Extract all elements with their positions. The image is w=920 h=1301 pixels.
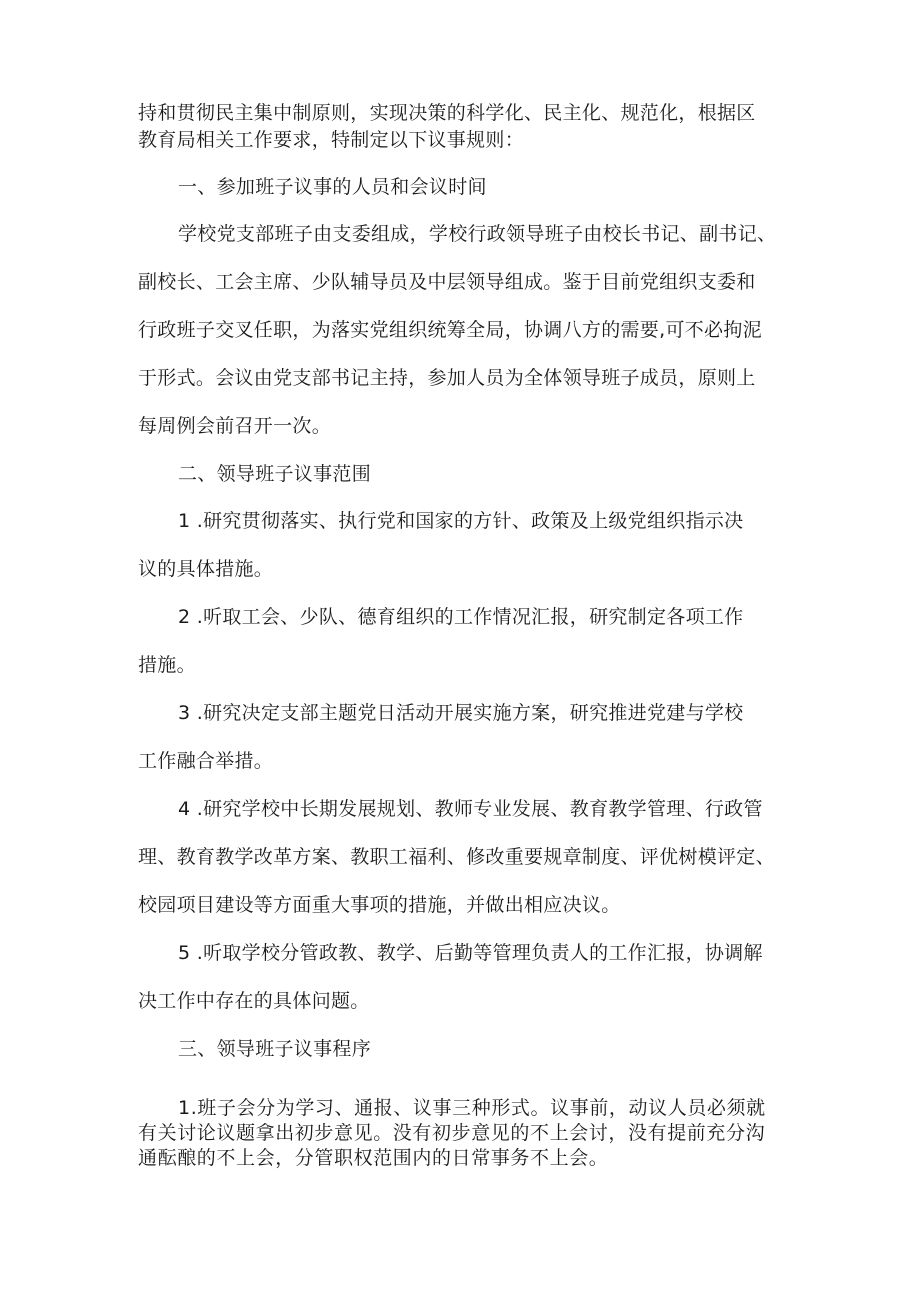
- list-item-line: 2 .听取工会、少队、德育组织的工作情况汇报，研究制定各项工作: [178, 606, 744, 628]
- paragraph-line: 学校党支部班子由支委组成，学校行政领导班子由校长书记、副书记、: [178, 223, 777, 245]
- list-item-line: 5 .听取学校分管政教、教学、后勤等管理负责人的工作汇报，协调解: [178, 942, 763, 964]
- list-item-line: 1.班子会分为学习、通报、议事三种形式。议事前，动议人员必须就: [178, 1097, 766, 1119]
- paragraph-line: 于形式。会议由党支部书记主持，参加人员为全体领导班子成员，原则上: [138, 367, 756, 389]
- list-item-line: 议的具体措施。: [138, 558, 274, 580]
- paragraph-line: 教育局相关工作要求，特制定以下议事规则：: [138, 129, 525, 151]
- paragraph-line: 持和贯彻民主集中制原则，实现决策的科学化、民主化、规范化，根据区: [138, 102, 756, 124]
- paragraph-line: 副校长、工会主席、少队辅导员及中层领导组成。鉴于目前党组织支委和: [138, 271, 756, 293]
- paragraph-line: 每周例会前召开一次。: [138, 415, 332, 437]
- list-item-line: 3 .研究决定支部主题党日活动开展实施方案，研究推进党建与学校: [178, 702, 744, 724]
- list-item-line: 理、教育教学改革方案、教职工福利、修改重要规章制度、评优树模评定、: [138, 846, 775, 868]
- section-heading: 三、领导班子议事程序: [178, 1038, 372, 1060]
- list-item-line: 校园项目建设等方面重大事项的措施，并做出相应决议。: [138, 894, 621, 916]
- list-item-line: 工作融合举措。: [138, 750, 274, 772]
- list-item-line: 4 .研究学校中长期发展规划、教师专业发展、教育教学管理、行政管: [178, 798, 763, 820]
- list-item-line: 决工作中存在的具体问题。: [138, 990, 370, 1012]
- list-item-line: 措施。: [138, 654, 196, 676]
- section-heading: 二、领导班子议事范围: [178, 463, 372, 485]
- list-item-line: 1 .研究贯彻落实、执行党和国家的方针、政策及上级党组织指示决: [178, 510, 744, 532]
- section-heading: 一、参加班子议事的人员和会议时间: [178, 176, 487, 198]
- list-item-line: 通酝酿的不上会，分管职权范围内的日常事务不上会。: [138, 1147, 609, 1169]
- list-item-line: 有关讨论议题拿出初步意见。没有初步意见的不上会讨，没有提前充分沟: [138, 1122, 766, 1144]
- paragraph-line: 行政班子交叉任职，为落实党组织统筹全局，协调八方的需要,可不必拘泥: [138, 319, 762, 341]
